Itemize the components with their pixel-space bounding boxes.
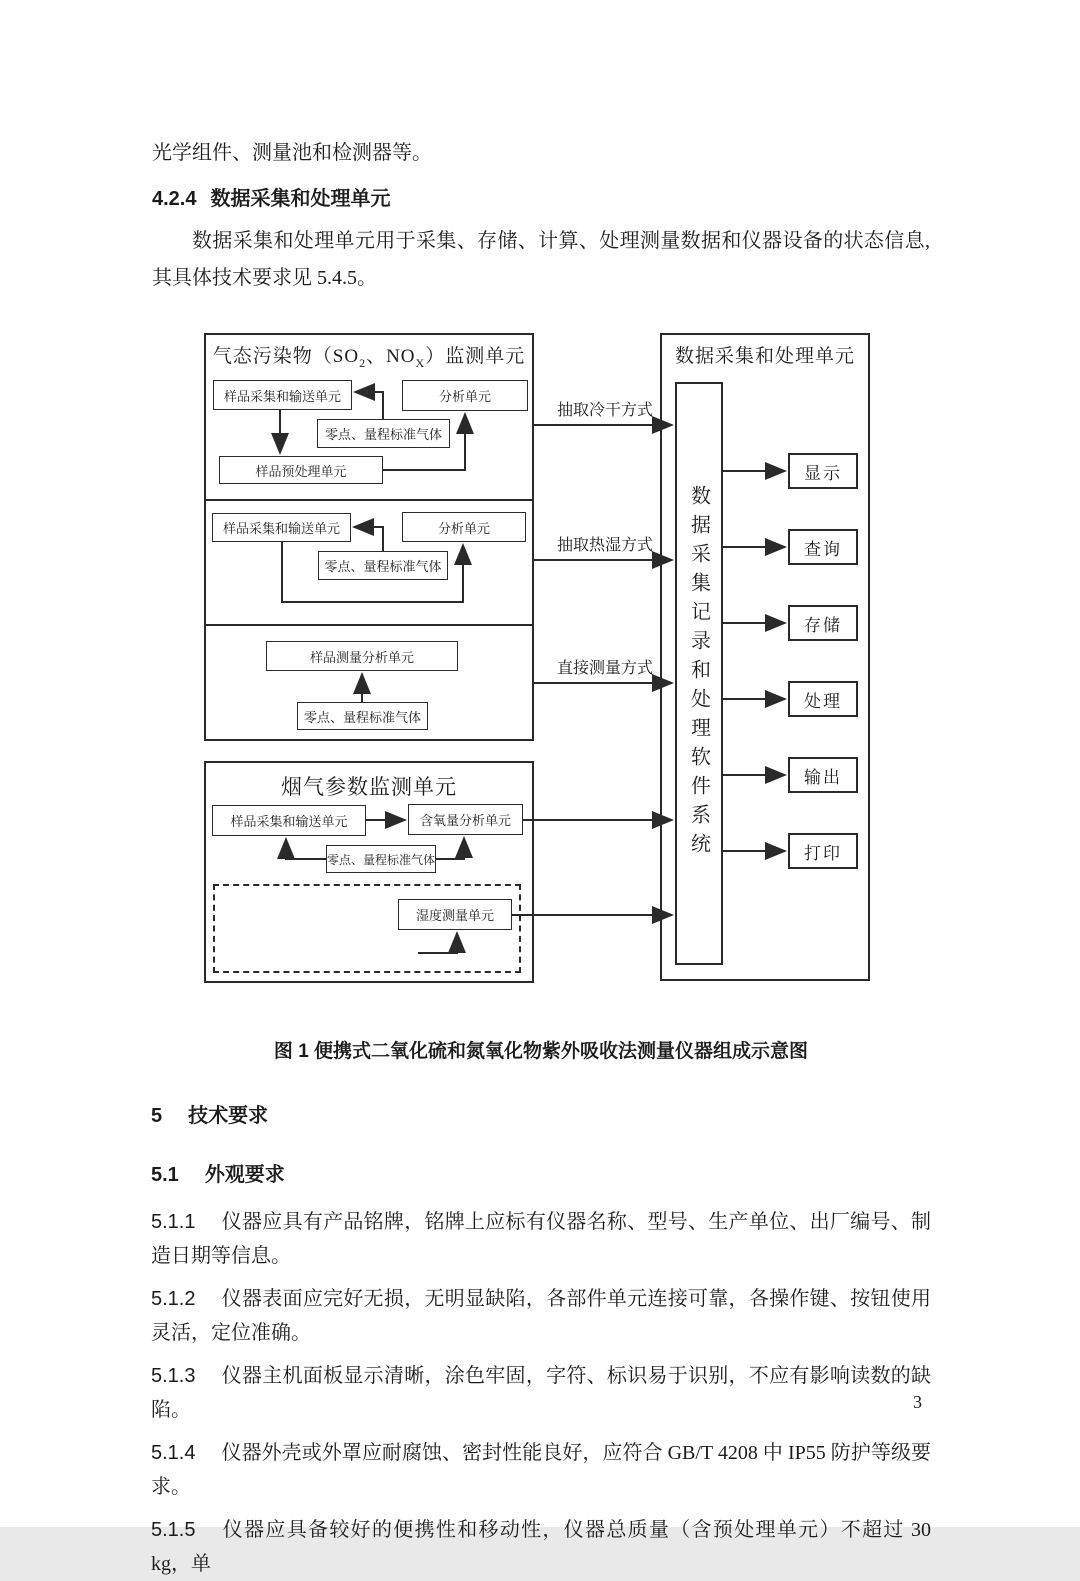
so2-subscript: 2: [359, 355, 367, 370]
sec1-pretreat-box: 样品预处理单元: [219, 456, 383, 484]
item-number: 5.1.3: [151, 1365, 196, 1387]
flue-sample-collect-box: 样品采集和输送单元: [212, 805, 366, 836]
figure-1-diagram: [204, 333, 876, 985]
heading-5-1: [151, 1158, 931, 1187]
output-print-box: 打印: [788, 833, 858, 869]
intro-line: 光学组件、测量池和检测器等。: [152, 142, 432, 164]
requirement-items: [151, 1205, 931, 1581]
item-5-1-1: [151, 1205, 931, 1273]
figure-caption: 图 1 便携式二氧化硫和氮氧化物紫外吸收法测量仪器组成示意图: [273, 1041, 809, 1062]
sec3-sample-measure-box: 样品测量分析单元: [266, 641, 458, 671]
item-5-1-4: [151, 1436, 931, 1504]
software-system-box: [675, 382, 723, 965]
flue-oxygen-box: 含氧量分析单元: [408, 804, 523, 835]
page-number: 3: [913, 1392, 922, 1412]
heading-5: [151, 1099, 931, 1128]
nox-subscript: X: [415, 355, 426, 370]
flow-label-direct: 直接测量方式: [556, 660, 653, 677]
heading-title: 数据采集和处理单元: [210, 188, 391, 210]
sec3-zero-span-gas-box: 零点、量程标准气体: [297, 702, 428, 730]
humidity-measure-box: 湿度测量单元: [398, 899, 512, 930]
gas-unit-title: [204, 341, 534, 371]
item-5-1-2: [151, 1282, 931, 1350]
item-number: 5.1.5: [151, 1519, 196, 1541]
flow-label-cold-dry: 抽取冷干方式: [556, 402, 653, 419]
sec2-analysis-box: 分析单元: [402, 512, 526, 542]
flue-unit-title: 烟气参数监测单元: [281, 775, 457, 799]
heading-5-title: 技术要求: [188, 1105, 269, 1127]
sec2-zero-span-gas-box: 零点、量程标准气体: [318, 551, 448, 580]
bottom-text-block: [151, 1036, 931, 1581]
sec1-analysis-box: 分析单元: [402, 380, 528, 411]
sec1-sample-collect-box: 样品采集和输送单元: [213, 380, 352, 410]
top-text-block: [152, 136, 930, 297]
paragraph-4-2-4: 数据采集和处理单元用于采集、存储、计算、处理测量数据和仪器设备的状态信息,其具体技术要求见 5.4.5。: [152, 230, 930, 289]
item-number: 5.1.2: [151, 1288, 196, 1310]
output-storage-box: 存储: [788, 605, 858, 641]
flow-label-hot-wet: 抽取热湿方式: [556, 537, 653, 554]
output-query-box: 查询: [788, 529, 858, 565]
item-text: 仪器表面应完好无损，无明显缺陷，各部件单元连接可靠，各操作键、按钮使用灵活，定位准确。: [151, 1288, 931, 1344]
item-5-1-5: [151, 1513, 931, 1581]
item-text: 仪器应具备较好的便携性和移动性，仪器总质量（含预处理单元）不超过 30 kg，单: [151, 1519, 931, 1575]
gas-unit-title-post: ）监测单元: [425, 346, 526, 367]
gas-unit-title-pre: 气态污染物（SO: [212, 346, 360, 367]
output-display-box: 显示: [788, 453, 858, 489]
heading-5-number: 5: [151, 1105, 163, 1127]
data-unit-title: 数据采集和处理单元: [674, 346, 855, 367]
software-system-label: 数据采集记录和处理软件系统: [687, 485, 710, 862]
item-number: 5.1.1: [151, 1211, 196, 1233]
item-number: 5.1.4: [151, 1442, 196, 1464]
heading-5-1-title: 外观要求: [204, 1164, 285, 1186]
flue-zero-span-gas-box: 零点、量程标准气体: [326, 845, 436, 873]
heading-5-1-number: 5.1: [151, 1164, 179, 1186]
item-text: 仪器主机面板显示清晰，涂色牢固，字符、标识易于识别，不应有影响读数的缺陷。: [151, 1365, 931, 1421]
gas-unit-title-mid: 、NO: [366, 346, 416, 367]
output-process-box: 处理: [788, 681, 858, 717]
item-text: 仪器外壳或外罩应耐腐蚀、密封性能良好，应符合 GB/T 4208 中 IP55 防护等级要求。: [151, 1442, 931, 1498]
sec1-zero-span-gas-box: 零点、量程标准气体: [317, 419, 450, 448]
sec2-sample-collect-box: 样品采集和输送单元: [212, 513, 351, 542]
item-text: 仪器应具有产品铭牌，铭牌上应标有仪器名称、型号、生产单位、出厂编号、制造日期等信息。: [151, 1211, 931, 1267]
heading-4-2-4: [152, 182, 930, 211]
heading-number: 4.2.4: [152, 188, 197, 210]
output-export-box: 输出: [788, 757, 858, 793]
item-5-1-3: [151, 1359, 931, 1427]
